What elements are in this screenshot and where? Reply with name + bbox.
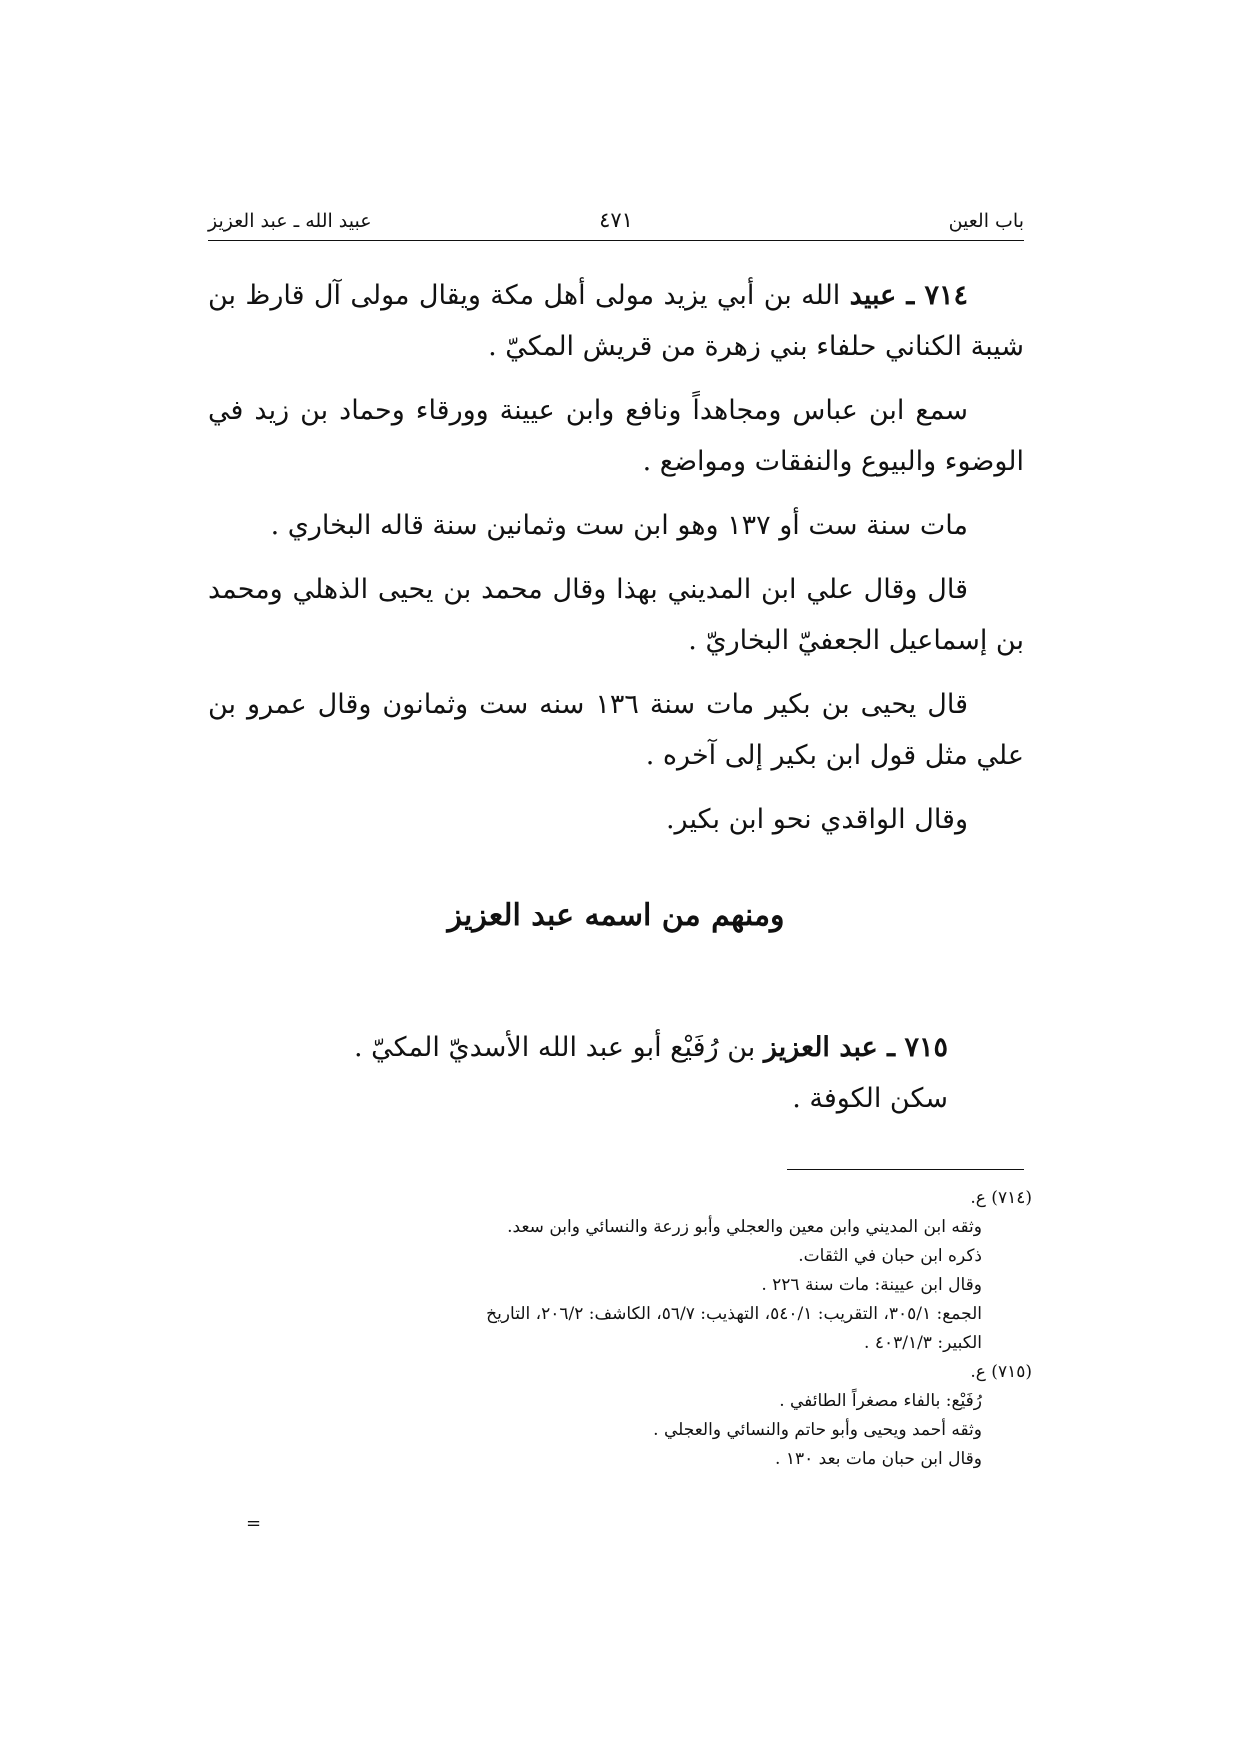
entry-714-paragraph: مات سنة ست أو ١٣٧ وهو ابن ست وثمانين سنة قاله البخاري . (270, 510, 968, 541)
footnote-line: الجمع: ٣٠٥/١، التقريب: ٥٤٠/١، التهذيب: ٥٦/٧، الكاشف: ٢٠٦/٢، التاريخ (486, 1304, 982, 1324)
footnote-line: ذكره ابن حبان في الثقات. (798, 1246, 982, 1266)
footnotes (208, 1184, 1032, 1474)
entry-715-line: سكن الكوفة . (792, 1083, 948, 1114)
entry-714-paragraph: وقال الواقدي نحو ابن بكير. (665, 804, 968, 835)
entry-715-intro (208, 1022, 948, 1073)
entry-714-intro (208, 270, 1024, 372)
footnote-line: وثقه أحمد ويحيى وأبو حاتم والنسائي والعجلي . (653, 1420, 982, 1440)
entry-715 (208, 1022, 948, 1124)
page-number: ٤٧١ (599, 208, 633, 232)
footnote-label: (٧١٥) ع. (970, 1362, 1032, 1382)
footnote-line: وقال ابن حبان مات بعد ١٣٠ . (775, 1449, 982, 1469)
entry-714-paragraph: قال وقال علي ابن المديني بهذا وقال محمد بن يحيى الذهلي ومحمد بن إسماعيل الجعفيّ البخاريّ . (208, 574, 1024, 656)
continuation-mark: = (246, 1513, 262, 1534)
footnote-divider (787, 1169, 1024, 1170)
entry-714-intro-text: الله بن أبي يزيد مولى أهل مكة ويقال مولى آل قارظ بن شيبة الكناني حلفاء بني زهرة من قريش المكيّ . (208, 280, 1024, 362)
footnote-715 (208, 1358, 1032, 1474)
entry-715-number-name: ٧١٥ ـ عبد العزيز (763, 1032, 948, 1063)
footnote-line: وثقه ابن المديني وابن معين والعجلي وأبو زرعة والنسائي وابن سعد. (507, 1217, 982, 1237)
footnote-line: رُفَيْع: بالفاء مصغراً الطائفي . (779, 1391, 982, 1411)
footnote-714 (208, 1184, 1032, 1358)
entry-715-intro-text: بن رُفَيْع أبو عبد الله الأسديّ المكيّ . (353, 1032, 756, 1063)
entry-714 (208, 270, 1024, 858)
chapter-title: باب العين (948, 210, 1024, 232)
entry-714-paragraph: قال يحيى بن بكير مات سنة ١٣٦ سنه ست وثمانون وقال عمرو بن علي مثل قول ابن بكير إلى آخره . (208, 689, 1024, 771)
footnote-label: (٧١٤) ع. (970, 1188, 1032, 1208)
entry-714-number-name: ٧١٤ ـ عبيد (849, 280, 968, 311)
section-title: عبيد الله ـ عبد العزيز (208, 210, 372, 232)
footnote-line: الكبير: ٤٠٣/١/٣ . (864, 1333, 982, 1353)
footnote-line: وقال ابن عيينة: مات سنة ٢٢٦ . (761, 1275, 982, 1295)
section-heading: ومنهم من اسمه عبد العزيز (447, 898, 785, 933)
header-divider (208, 240, 1024, 241)
entry-714-paragraph: سمع ابن عباس ومجاهداً ونافع وابن عيينة وورقاء وحماد بن زيد في الوضوء والبيوع والنفقات ومواضع . (208, 395, 1024, 477)
